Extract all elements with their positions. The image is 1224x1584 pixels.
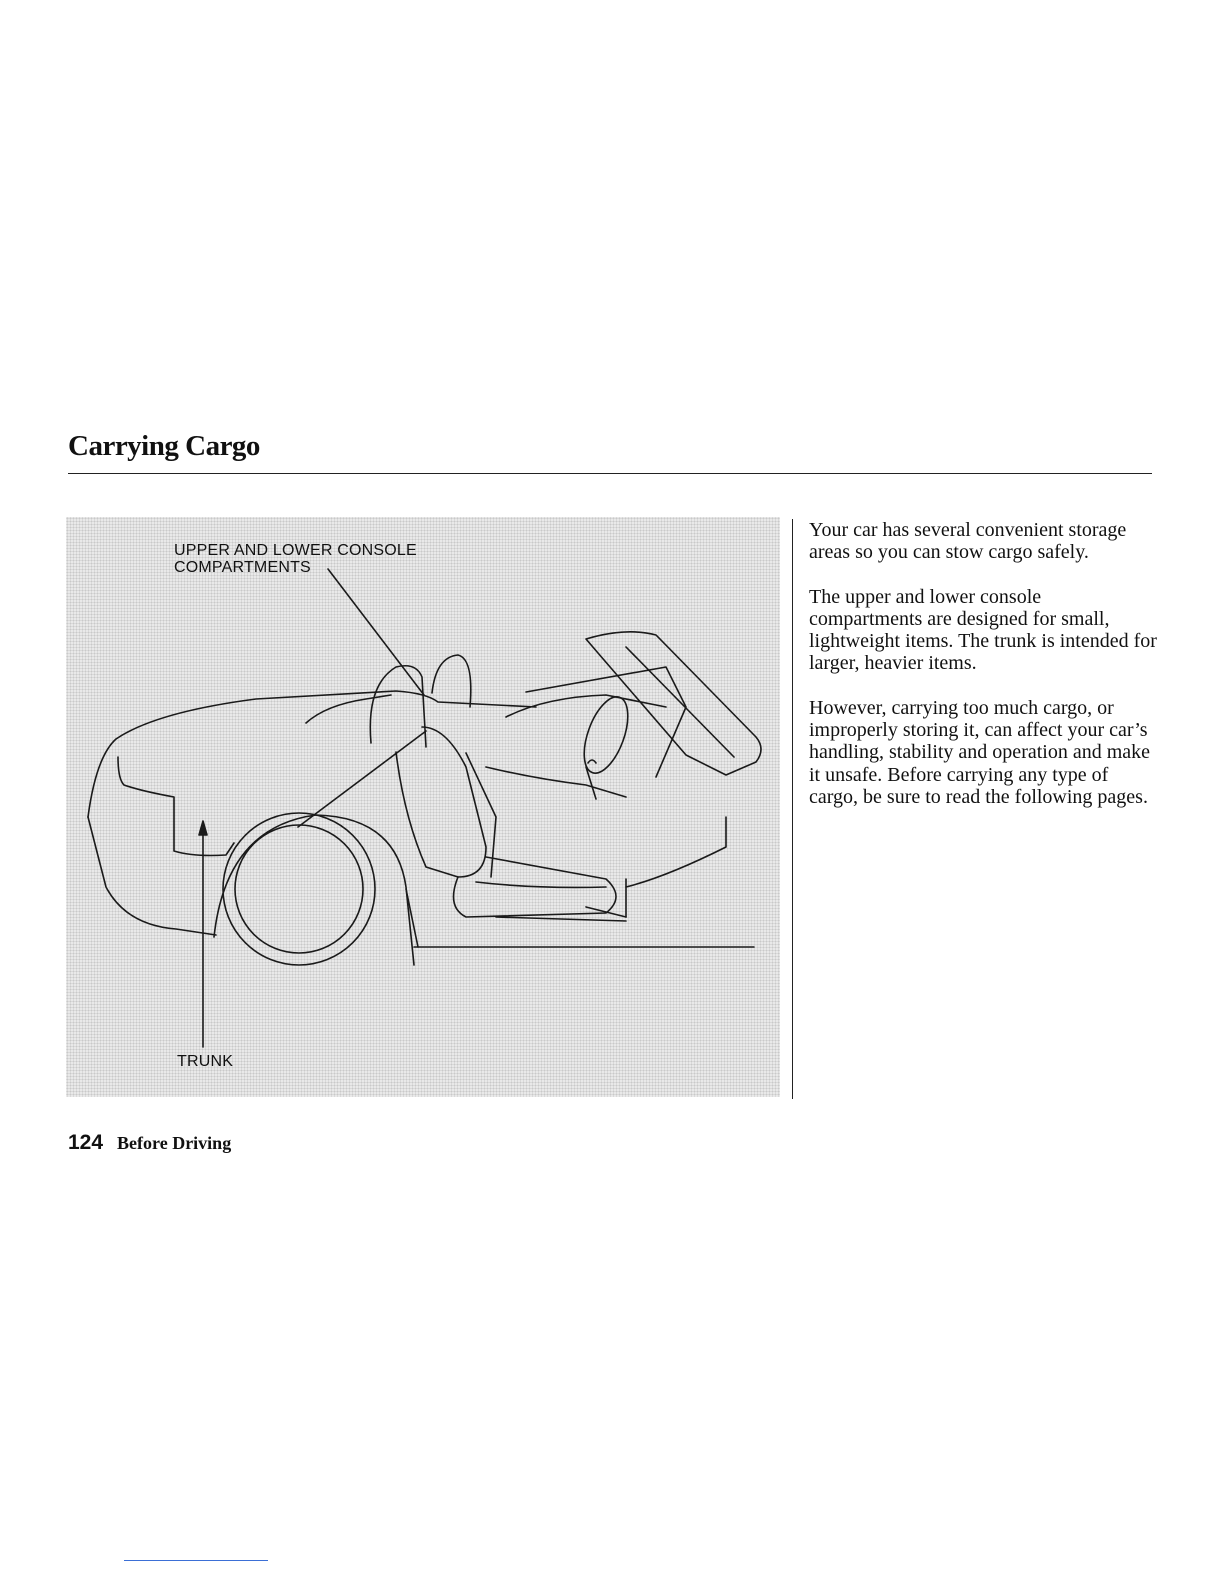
gear-lever <box>586 760 596 799</box>
console-compartments-label: UPPER AND LOWER CONSOLE COMPARTMENTS <box>174 542 417 576</box>
console-pointer <box>328 569 424 695</box>
body-text <box>809 519 1159 830</box>
center-console <box>486 767 626 797</box>
page-title: Carrying Cargo <box>68 430 260 462</box>
roll-hoop-left <box>370 666 426 747</box>
rear-tire <box>223 813 375 965</box>
trunk-opening <box>118 757 234 856</box>
column-divider <box>792 519 793 1099</box>
car-body-outline <box>88 691 536 817</box>
seat-rail <box>496 917 626 921</box>
rear-deck <box>306 695 391 723</box>
cargo-illustration <box>66 517 780 1097</box>
section-name: Before Driving <box>117 1133 232 1153</box>
door-sill <box>626 817 726 887</box>
intro-paragraph: Your car has several convenient storage areas so you can stow cargo safely. <box>809 519 1127 564</box>
windshield-frame <box>586 632 761 775</box>
steering-wheel <box>575 691 636 778</box>
seat-back <box>396 727 486 877</box>
car-cutaway-drawing <box>66 517 780 1097</box>
link-underline <box>124 1560 268 1561</box>
roll-hoop-right <box>432 655 471 707</box>
title-divider <box>68 473 1152 474</box>
page-footer <box>68 1131 231 1155</box>
rear-wheel <box>235 825 363 953</box>
caution-paragraph: However, carrying too much cargo, or improperly storing it, can affect your car’s handling, stability and operation and make it unsafe. Before carrying any type of cargo, be sure to read the following pages. <box>809 696 1151 808</box>
trunk-label: TRUNK <box>177 1053 234 1070</box>
console-paragraph: The upper and lower console compartments are designed for small, lightweight items. The trunk is intended for larger, heavier items. <box>809 585 1157 675</box>
page-number: 124 <box>68 1131 104 1154</box>
